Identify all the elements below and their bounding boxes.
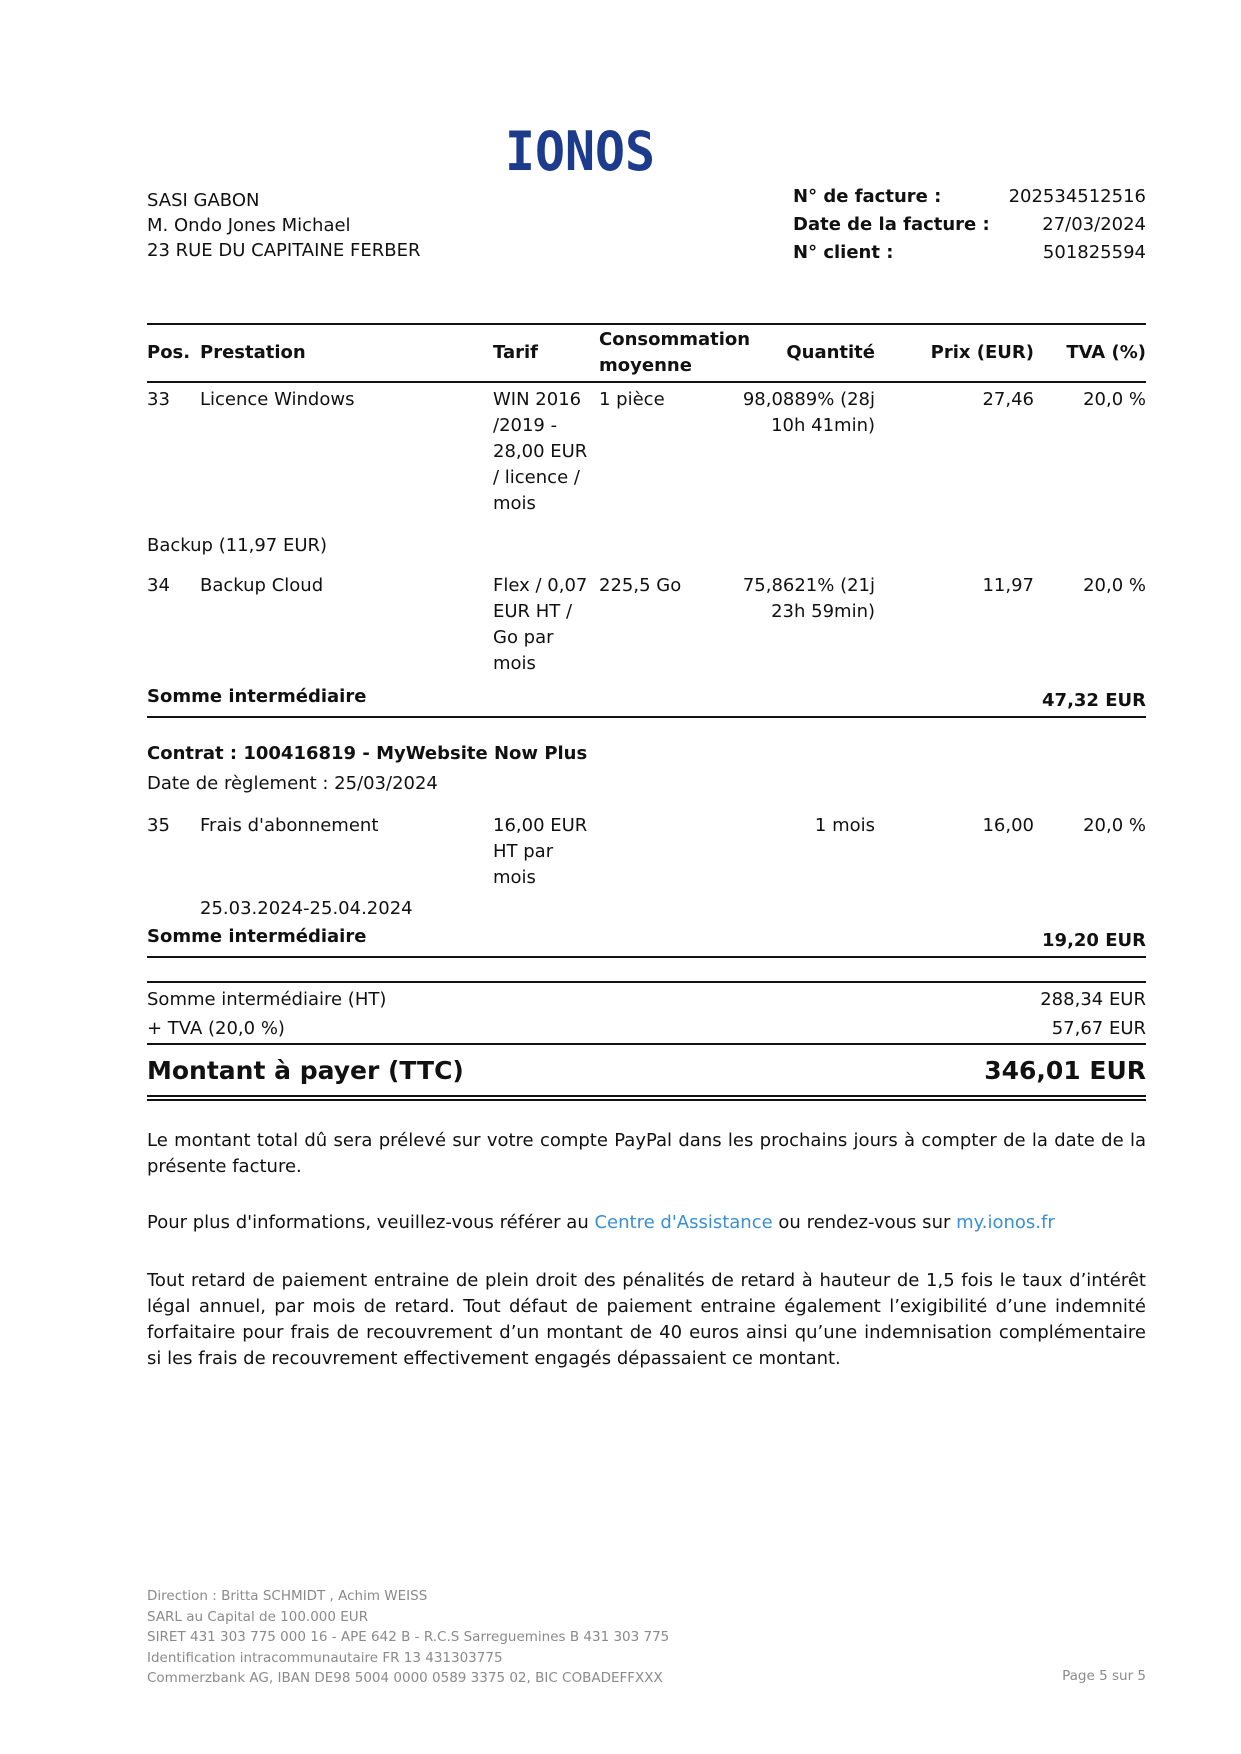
- table-row: [147, 573, 1146, 677]
- recipient-name: M. Ondo Jones Michael: [147, 215, 351, 236]
- header-prix: Prix (EUR): [930, 342, 1034, 363]
- footer-line: SIRET 431 303 775 000 16 - APE 642 B - R.C.S Sarreguemines B 431 303 775: [147, 1629, 670, 1645]
- row-quantite: 75,8621% (21j 23h 59min): [742, 575, 875, 622]
- invoice-meta: [793, 182, 1146, 266]
- subtotal-row: [147, 686, 1146, 718]
- row-tarif: WIN 2016 /2019 - 28,00 EUR / licence / mois: [493, 389, 588, 514]
- ionos-logo: [500, 120, 660, 180]
- row-prestation: Licence Windows: [200, 389, 355, 410]
- row-prestation: Frais d'abonnement: [200, 815, 379, 836]
- contract-title: Contrat : 100416819 - MyWebsite Now Plus: [147, 743, 588, 764]
- subtotal-row: [147, 926, 1146, 958]
- help-center-link[interactable]: Centre d'Assistance: [594, 1212, 773, 1233]
- invoice-table: [147, 323, 1146, 383]
- total-tva-label: + TVA (20,0 %): [147, 1018, 285, 1039]
- backup-group-label: Backup (11,97 EUR): [147, 535, 328, 556]
- legal-footer: [147, 1586, 669, 1689]
- ionos-site-link[interactable]: my.ionos.fr: [956, 1212, 1055, 1233]
- header-consommation: Consommation moyenne: [599, 329, 751, 376]
- row-consommation: 225,5 Go: [599, 575, 682, 596]
- subtotal-value: 47,32 EUR: [1042, 690, 1146, 711]
- table-header: [147, 323, 1146, 383]
- row-pos: 34: [147, 575, 170, 596]
- info-prefix: Pour plus d'informations, veuillez-vous référer au: [147, 1212, 589, 1233]
- table-row: [147, 813, 1146, 923]
- info-mid: ou rendez-vous sur: [778, 1212, 951, 1233]
- total-tva-value: 57,67 EUR: [1051, 1018, 1146, 1039]
- total-ht-value: 288,34 EUR: [1040, 989, 1146, 1010]
- recipient-company: SASI GABON: [147, 190, 260, 211]
- invoice-date-label: Date de la facture :: [793, 213, 990, 235]
- totals-block: [147, 981, 1146, 1101]
- late-payment-note: Tout retard de paiement entraine de plein droit des pénalités de retard à hauteur de 1,5 fois le taux d’intérêt légal annuel, par mois de retard. Tout défaut de paiement entraine également l’exigibilité d’une indemnité forfaitaire pour frais de recouvrement d’un montant de 40 euros ainsi qu’une indemnisation complémentaire si les frais de recouvrement effectivement engagés dépassaient ce montant.: [147, 1270, 1146, 1369]
- client-number: 501825594: [1042, 241, 1146, 263]
- row-tva: 20,0 %: [1083, 815, 1146, 836]
- footer-line: Commerzbank AG, IBAN DE98 5004 0000 0589 3375 02, BIC COBADEFFXXX: [147, 1670, 663, 1686]
- row-consommation: 1 pièce: [599, 389, 665, 410]
- row-period: 25.03.2024-25.04.2024: [200, 898, 413, 919]
- recipient-address: [147, 188, 420, 263]
- subtotal-label: Somme intermédiaire: [147, 686, 367, 707]
- double-rule: [147, 1095, 1146, 1101]
- total-ttc-label: Montant à payer (TTC): [147, 1055, 464, 1085]
- header-tarif: Tarif: [493, 342, 538, 363]
- row-tva: 20,0 %: [1083, 575, 1146, 596]
- info-note: [147, 1210, 1146, 1236]
- header-tva: TVA (%): [1066, 342, 1146, 363]
- page-number: Page 5 sur 5: [1062, 1668, 1146, 1684]
- total-ht-label: Somme intermédiaire (HT): [147, 989, 387, 1010]
- paypal-note: Le montant total dû sera prélevé sur votre compte PayPal dans les prochains jours à compter de la date de la présente facture.: [147, 1130, 1146, 1177]
- row-pos: 33: [147, 389, 170, 410]
- row-prix: 27,46: [982, 389, 1034, 410]
- footer-line: Direction : Britta SCHMIDT , Achim WEISS: [147, 1588, 428, 1604]
- svg-text:IONOS: IONOS: [505, 120, 655, 180]
- invoice-date: 27/03/2024: [1042, 213, 1146, 235]
- footer-line: Identification intracommunautaire FR 13 431303775: [147, 1649, 503, 1666]
- row-tarif: Flex / 0,07 EUR HT / Go par mois: [493, 575, 588, 674]
- row-quantite: 98,0889% (28j 10h 41min): [742, 389, 875, 436]
- total-ttc-value: 346,01 EUR: [984, 1055, 1146, 1085]
- invoice-number-label: N° de facture :: [793, 185, 942, 207]
- row-prix: 16,00: [982, 815, 1034, 836]
- table-row: [147, 387, 1146, 517]
- row-pos: 35: [147, 815, 170, 836]
- row-quantite: 1 mois: [814, 815, 875, 836]
- row-tarif: 16,00 EUR HT par mois: [493, 815, 588, 888]
- header-pos: Pos.: [147, 342, 191, 363]
- subtotal-value: 19,20 EUR: [1042, 930, 1146, 951]
- header-prestation: Prestation: [200, 342, 306, 363]
- client-number-label: N° client :: [793, 241, 894, 263]
- invoice-number: 202534512516: [1008, 185, 1146, 207]
- row-prix: 11,97: [982, 575, 1034, 596]
- row-prestation: Backup Cloud: [200, 575, 324, 596]
- recipient-street: 23 RUE DU CAPITAINE FERBER: [147, 240, 421, 261]
- settlement-date: Date de règlement : 25/03/2024: [147, 773, 438, 794]
- header-quantite: Quantité: [786, 342, 875, 363]
- row-tva: 20,0 %: [1083, 389, 1146, 410]
- footer-line: SARL au Capital de 100.000 EUR: [147, 1608, 369, 1625]
- subtotal-label: Somme intermédiaire: [147, 926, 367, 947]
